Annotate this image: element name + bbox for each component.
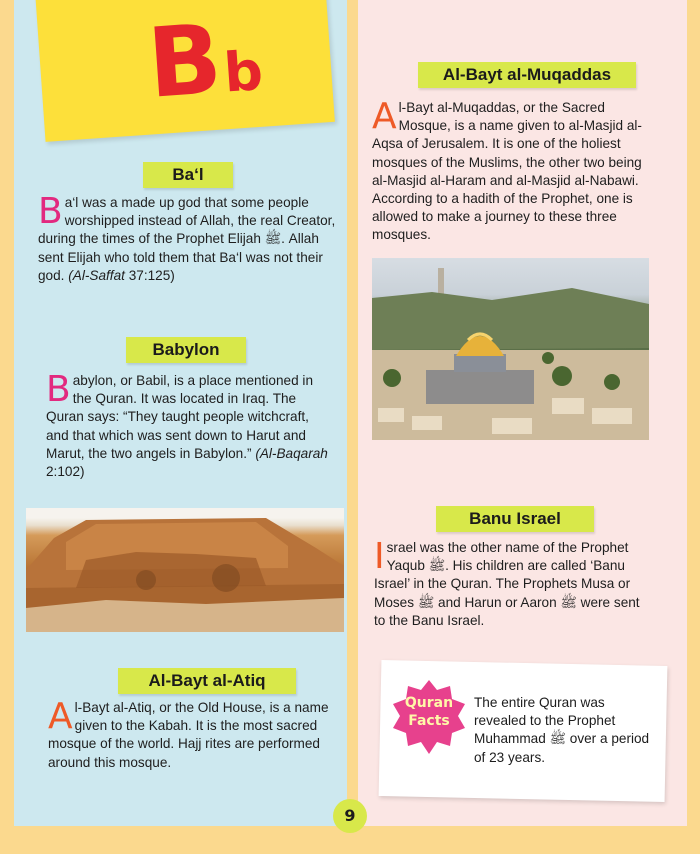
letter-upper: B [144,3,226,120]
ref-babylon-num: 2:102) [46,464,85,480]
dropcap-babylon: B [46,369,71,410]
text-babylon [46,369,330,481]
text-muqaddas-body: l-Bayt al-Muqaddas, or the Sacred Mosque, is a name given to al-Masjid al-Aqsa of Jerusalem. It is one of the holiest mosques of the Muslims, the other two being al-Masjid al-Haram and al-Masjid al-Nabawi. According to a hadith of the Prophet, one is allowed to make a journey to these three mosques. [372,100,642,243]
heading-atiq: Al-Bayt al-Atiq [118,668,296,694]
chapter-letter [144,3,265,120]
text-atiq-body: l-Bayt al-Atiq, or the Old House, is a name given to the Kabah. It is the most sacred mosque of the world. Hajj rites are performed around this mosque. [48,700,329,770]
ref-bal-num: 37:125) [128,267,175,283]
text-babylon-body: abylon, or Babil, is a place mentioned in the Quran. It was located in Iraq. The Quran says: “They taught people witchcraft, and that which was sent down to Harut and Marut, the two angels in Babylon.” [46,373,314,461]
dropcap-atiq: A [48,696,73,737]
heading-israel: Banu Israel [436,506,594,532]
text-atiq [48,696,332,772]
dropcap-bal: B [38,191,63,232]
dropcap-muqaddas: A [372,96,397,137]
text-israel [374,536,654,630]
text-israel-body: srael was the other name of the Prophet Yaqub ﷺ. His children are called ‘Banu Israel’ in the Quran. The Prophets Musa or Moses ﷺ and Harun or Aaron ﷺ were sent to the Banu Israel. [374,540,640,628]
ref-bal: (Al-Saffat [68,267,125,283]
ziggurat-photo [26,508,344,632]
text-bal-body: a‘l was a made up god that some people worshipped instead of Allah, the real Creator, during the times of the Prophet Elijah ﷺ. Allah sent Elijah who told them that Ba‘l was not their god. [38,195,336,283]
jerusalem-photo [372,258,649,440]
text-bal [38,191,338,285]
dropcap-israel: I [374,536,385,577]
dome-of-rock-illustration [372,258,649,440]
heading-babylon: Babylon [126,337,246,363]
ziggurat-illustration [26,508,344,632]
letter-lower: b [221,39,265,105]
text-muqaddas [372,96,652,245]
badge-line2: Facts [408,713,450,729]
badge-line1: Quran [404,695,454,711]
quran-facts-badge-label [390,694,468,730]
ref-babylon: (Al-Baqarah [255,445,328,461]
heading-bal: Ba‘l [143,162,233,188]
heading-muqaddas: Al-Bayt al-Muqaddas [418,62,636,88]
quran-facts-text: The entire Quran was revealed to the Prophet Muhammad ﷺ over a period of 23 years. [474,695,650,765]
page-number: 9 [333,799,367,833]
